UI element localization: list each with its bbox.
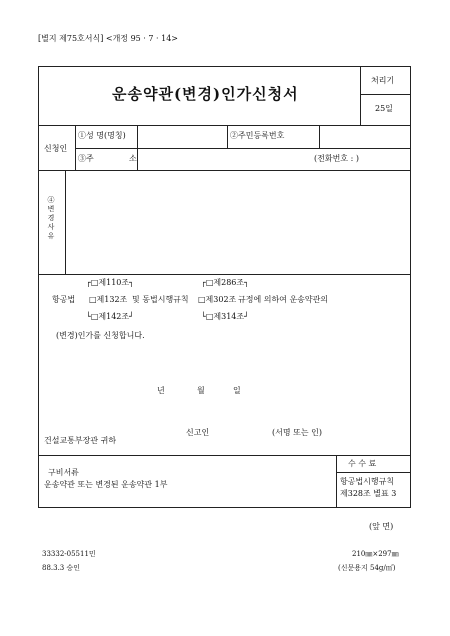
form-title: 운송약관(변경)인가신청서 (112, 85, 299, 103)
article-286: ┌□제286조┐ (201, 278, 249, 287)
aviation-law-label: 항공법 (52, 295, 76, 304)
article-302: □제302조 (198, 295, 237, 304)
paper-type: (신문용지 54g/㎡) (338, 564, 396, 572)
processing-divider (360, 66, 361, 125)
form-header-note: [별지 제75호서식] <개정 95 · 7 · 14> (38, 34, 178, 43)
fee-text-line1: 항공법시행규칙 (340, 477, 395, 486)
day-label: 일 (233, 386, 241, 395)
reason-label: ④변경사유 (47, 196, 55, 241)
month-label: 월 (197, 386, 205, 395)
page-side-label: (앞 면) (369, 522, 394, 531)
row-line (75, 148, 411, 149)
id-number-label: ②주민등록번호 (230, 131, 285, 140)
fee-label: 수 수 료 (348, 459, 377, 468)
row-line (38, 274, 411, 275)
application-sentence: (변경)인가를 신청합니다. (56, 331, 145, 340)
column-line (319, 125, 320, 148)
required-docs-item: 운송약관 또는 변경된 운송약관 1부 (44, 480, 168, 489)
fee-divider (336, 455, 337, 508)
row-line (38, 125, 411, 126)
row-line (38, 170, 411, 171)
article-142: └□제142조┘ (86, 312, 134, 321)
processing-days: 25일 (375, 104, 393, 113)
column-line (227, 125, 228, 148)
fee-header-line (336, 472, 411, 473)
form-number: 33332-05511민 (42, 550, 96, 558)
paper-size: 210㎜×297㎜ (352, 550, 399, 558)
phone-label: (전화번호 : ) (314, 154, 359, 163)
row-line (38, 455, 411, 456)
fee-text-line2: 제328조 별표 3 (340, 489, 397, 498)
column-line (137, 125, 138, 170)
connector-text: 및 동법시행규칙 (132, 295, 189, 304)
address-label-start: ③주 (78, 154, 94, 163)
recipient-label: 건설교통부장관 귀하 (44, 436, 117, 445)
article-314: └□제314조┘ (201, 312, 249, 321)
name-label: ①성 명(명칭) (78, 131, 126, 140)
approval-date: 88.3.3 승인 (42, 564, 81, 572)
processing-inner-line (360, 94, 411, 95)
year-label: 년 (157, 386, 165, 395)
processing-label: 처리기 (371, 76, 395, 85)
regulation-suffix: 규정에 의하여 운송약관의 (238, 295, 329, 304)
article-132: □제132조 (89, 295, 128, 304)
applicant-section-label: 신청인 (44, 144, 68, 153)
address-label-end: 소 (129, 154, 137, 163)
reason-divider (65, 170, 66, 274)
article-110: ┌□제110조┐ (86, 278, 134, 287)
applicant-signature-label: 신고인 (186, 428, 210, 437)
required-docs-label: 구비서류 (48, 468, 79, 477)
signature-note: (서명 또는 인) (272, 428, 322, 437)
